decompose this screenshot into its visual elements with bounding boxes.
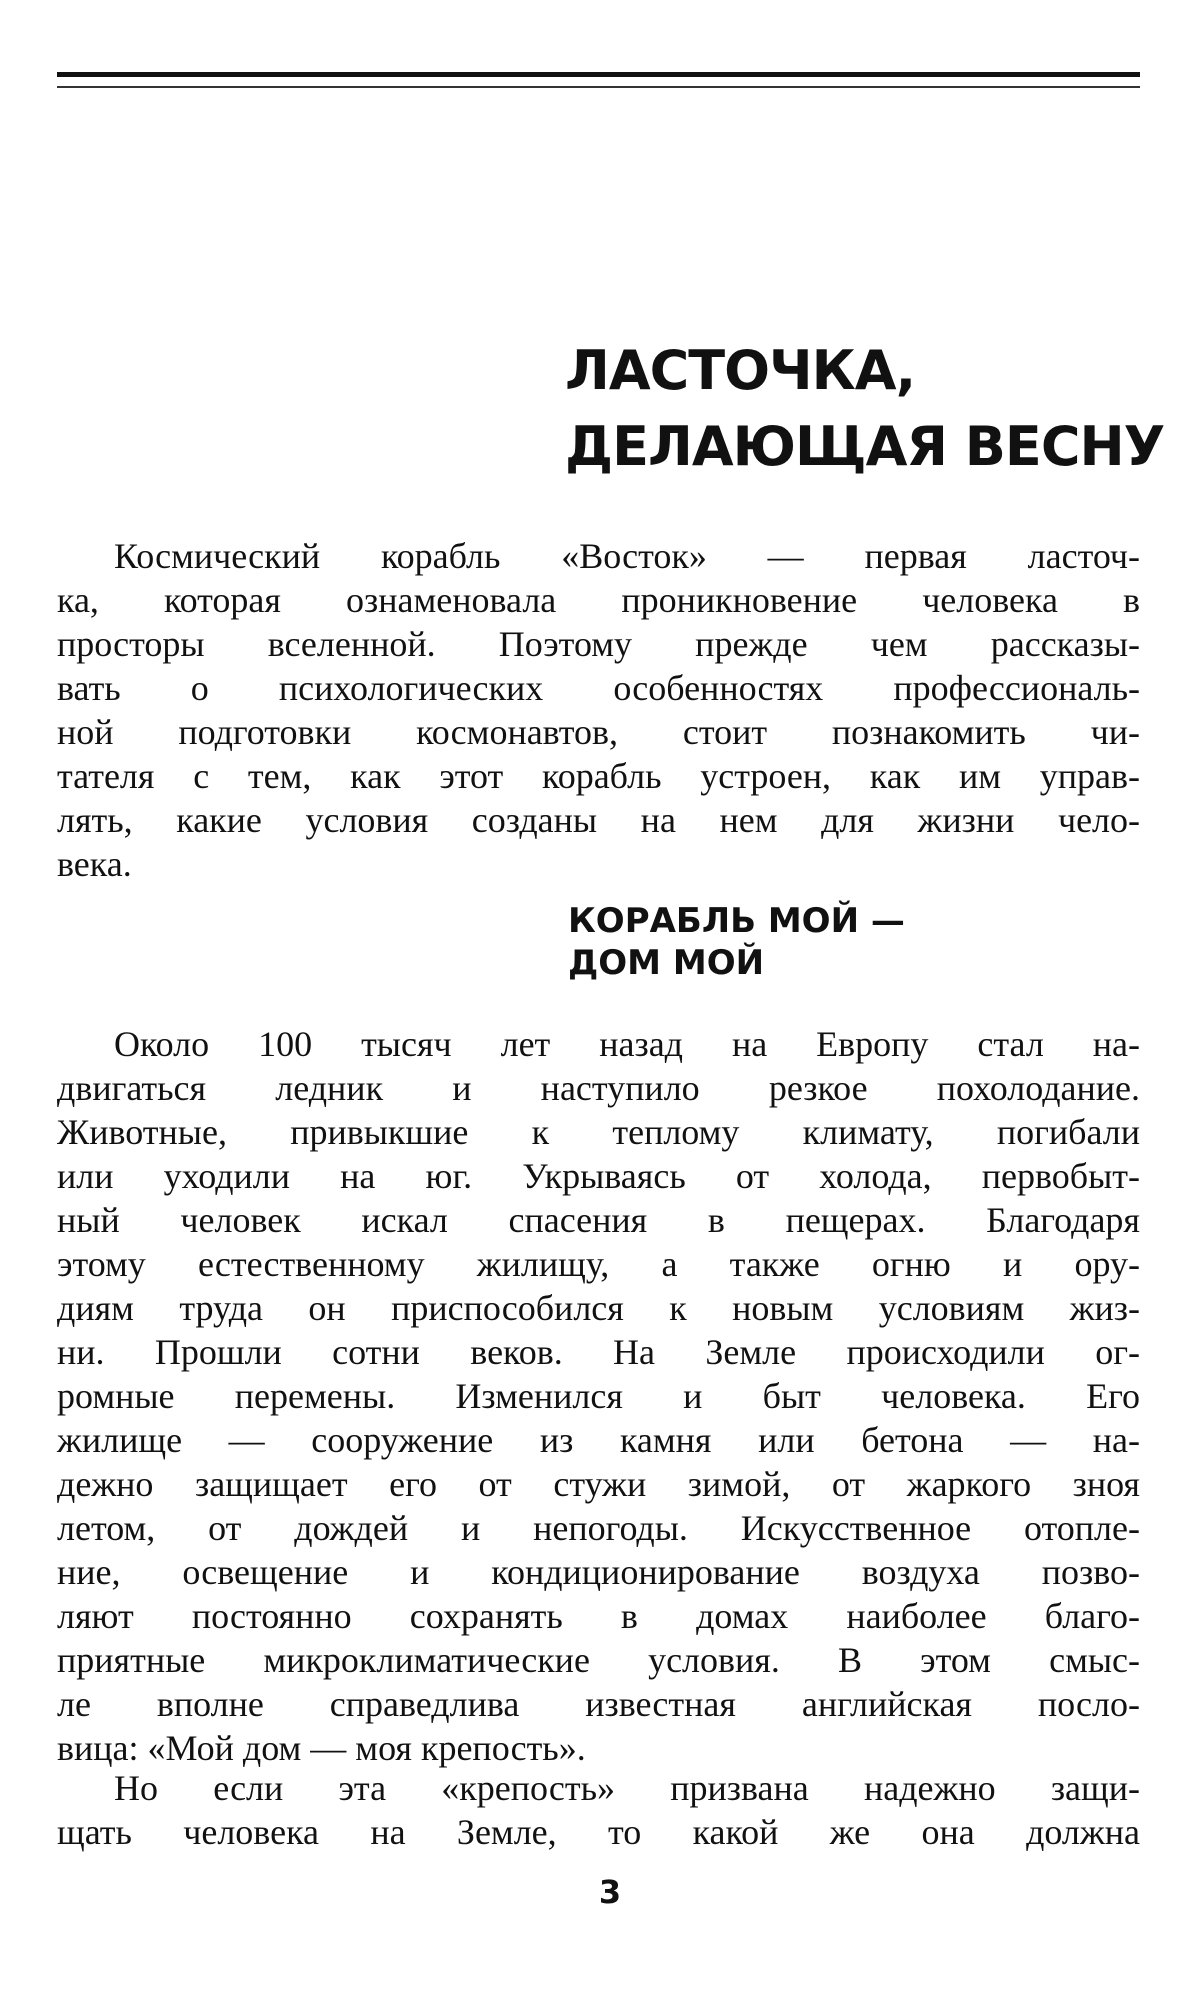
intro-paragraph — [57, 534, 1140, 886]
page-number: 3 — [598, 1873, 622, 1911]
text-line: Космический корабль «Восток» — первая ласточ- — [114, 536, 1140, 576]
top-rule — [57, 72, 1140, 77]
text-line: щать человека на Земле, то какой же она должна — [57, 1812, 1140, 1852]
text-line: тателя с тем, как этот корабль устроен, как им управ- — [57, 756, 1140, 796]
text-line: двигаться ледник и наступило резкое похолодание. — [57, 1068, 1140, 1108]
section-title-line-2: ДОМ МОЙ — [568, 943, 765, 983]
text-line: жилище — сооружение из камня или бетона — на- — [57, 1420, 1140, 1460]
text-line: ле вполне справедлива известная английская посло- — [57, 1684, 1140, 1724]
chapter-title-line-2: ДЕЛАЮЩАЯ ВЕСНУ — [565, 415, 1165, 478]
text-line: ляют постоянно сохранять в домах наиболее благо- — [57, 1596, 1140, 1636]
text-line: вать о психологических особенностях профессиональ- — [57, 668, 1140, 708]
text-line: или уходили на юг. Укрываясь от холода, первобыт- — [57, 1156, 1140, 1196]
section-paragraph-1 — [57, 1022, 1140, 1770]
text-line: века. — [57, 844, 132, 884]
text-line: Животные, привыкшие к теплому климату, погибали — [57, 1112, 1140, 1152]
text-line: просторы вселенной. Поэтому прежде чем рассказы- — [57, 624, 1140, 664]
section-paragraph-2 — [57, 1766, 1140, 1854]
section-title — [568, 900, 968, 984]
top-rule-thin — [57, 86, 1140, 88]
text-line: ромные перемены. Изменился и быт человека. Его — [57, 1376, 1140, 1416]
text-line: ние, освещение и кондиционирование воздуха позво- — [57, 1552, 1140, 1592]
text-line: Но если эта «крепость» призвана надежно защи- — [114, 1768, 1140, 1808]
text-line: дежно защищает его от стужи зимой, от жаркого зноя — [57, 1464, 1140, 1504]
text-line: приятные микроклиматические условия. В этом смыс- — [57, 1640, 1140, 1680]
chapter-title — [565, 333, 1165, 485]
text-line: этому естественному жилищу, а также огню и ору- — [57, 1244, 1140, 1284]
section-title-line-1: КОРАБЛЬ МОЙ — — [568, 901, 905, 941]
text-line: Около 100 тысяч лет назад на Европу стал на- — [114, 1024, 1140, 1064]
text-line: ка, которая ознаменовала проникновение человека в — [57, 580, 1140, 620]
text-line: лять, какие условия созданы на нем для жизни чело- — [57, 800, 1140, 840]
text-line: ной подготовки космонавтов, стоит познакомить чи- — [57, 712, 1140, 752]
text-line: ный человек искал спасения в пещерах. Благодаря — [57, 1200, 1140, 1240]
text-line: летом, от дождей и непогоды. Искусственное отопле- — [57, 1508, 1140, 1548]
text-line: диям труда он приспособился к новым условиям жиз- — [57, 1288, 1140, 1328]
text-line: вица: «Мой дом — моя крепость». — [57, 1728, 586, 1768]
chapter-title-line-1: ЛАСТОЧКА, — [565, 339, 916, 402]
text-line: ни. Прошли сотни веков. На Земле происходили ог- — [57, 1332, 1140, 1372]
